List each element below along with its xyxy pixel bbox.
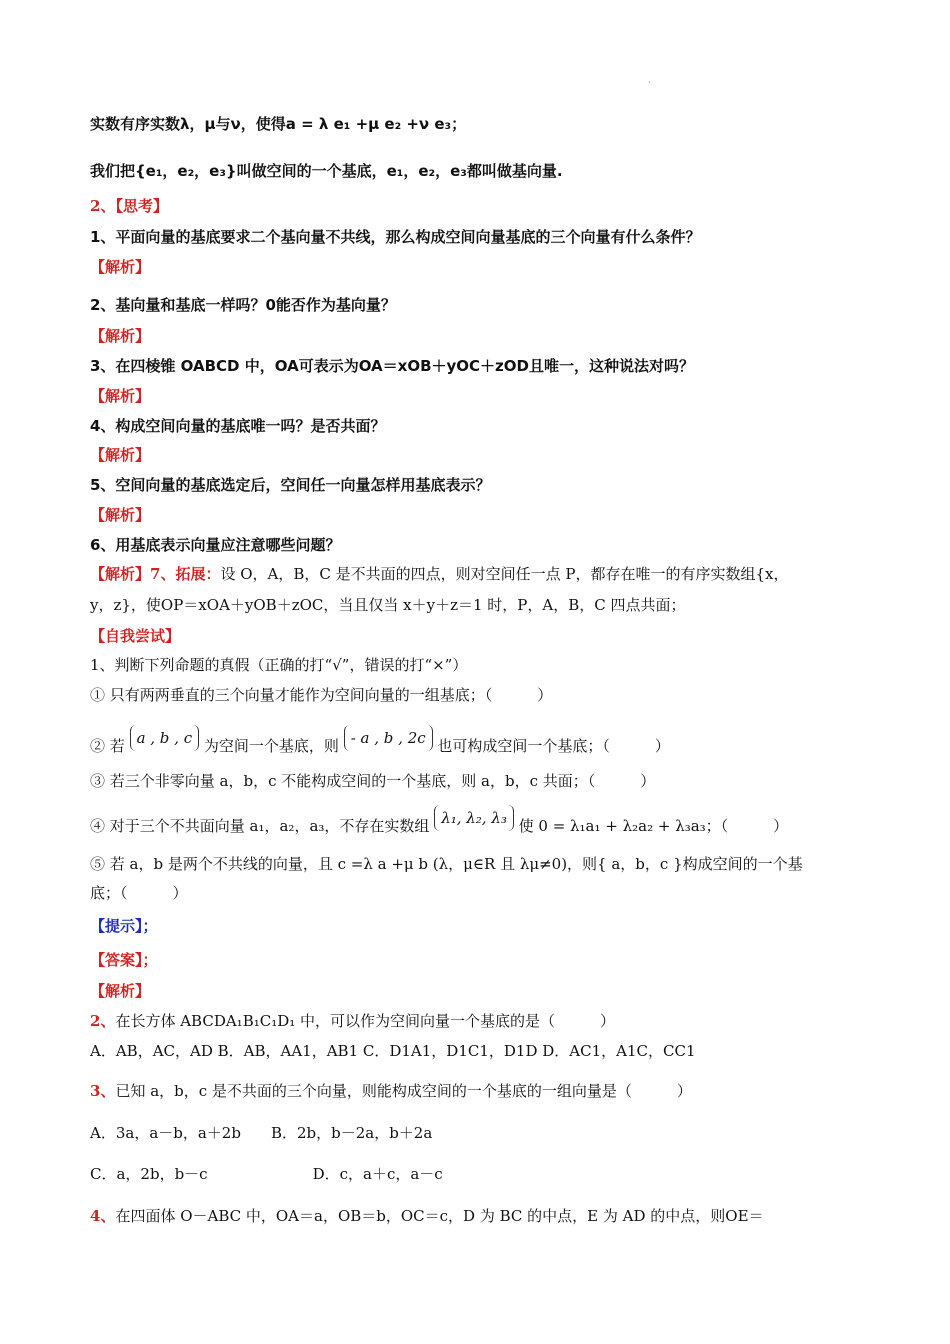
- exercise-3-text: 已知 a，b，c 是不共面的三个向量，则能构成空间的一个基底的一组向量是（ ）: [115, 1082, 692, 1100]
- basis-vectors-line: 我们把{e₁，e₂，e₃}叫做空间的一个基底，e₁，e₂，e₃都叫做基向量.: [90, 162, 563, 180]
- analysis-tag-3: 【解析】: [90, 387, 151, 405]
- analysis-tag-2: 【解析】: [90, 327, 151, 345]
- extension-line-2: y，z}，使OP＝xOA＋yOB＋zOC，当且仅当 x＋y＋z＝1 时，P，A，B，C 四点共面；: [90, 596, 686, 614]
- basis-set-neg-a-b-2c: - a , b , 2c: [344, 725, 433, 751]
- analysis-tag-5: 【解析】: [90, 506, 151, 524]
- analysis-tag-4: 【解析】: [90, 446, 151, 464]
- think-tag: 【思考】: [115, 197, 168, 215]
- item-2-suffix: 也可构成空间一个基底；（ ）: [437, 737, 670, 755]
- exercise-2-options: A．AB，AC，AD B．AB，AA1，AB1 C．D1A1，D1C1，D1D D．AC1，A1C，CC1: [90, 1042, 696, 1060]
- basis-set-abc: a , b , c: [130, 725, 200, 751]
- exercise-2-number: 2、: [90, 1012, 116, 1030]
- self-try-heading: 【自我尝试】: [90, 627, 181, 645]
- exercise-4: [90, 1205, 862, 1227]
- item-4-prefix: ④ 对于三个不共面向量 a₁，a₂，a₃，不存在实数组: [90, 817, 430, 835]
- lambda-set: λ₁, λ₂, λ₃: [434, 805, 514, 831]
- think-heading: [90, 195, 862, 217]
- answer-tag: 【答案】；: [90, 951, 158, 969]
- question-6: 6、用基底表示向量应注意哪些问题？: [90, 536, 341, 554]
- question-3: 3、在四棱锥 OABCD 中，OA可表示为OA＝xOB＋yOC＋zOD且唯一，这种说法对吗？: [90, 357, 694, 375]
- question-1: 1、平面向量的基底要求二个基向量不共线，那么构成空间向量基底的三个向量有什么条件？: [90, 228, 701, 246]
- exercise-1-item-2: [90, 729, 862, 759]
- basis-definition-line: 实数有序实数λ，μ与ν，使得a = λ e₁ +μ e₂ +ν e₃；: [90, 115, 467, 133]
- exercise-1-item-5-line-1: ⑤ 若 a，b 是两个不共线的向量，且 c =λ a +μ b (λ，μ∈R 且 λμ≠0)，则{ a，b，c }构成空间的一个基: [90, 855, 803, 873]
- analysis-tag-1: 【解析】: [90, 258, 151, 276]
- item-2-prefix: ② 若: [90, 737, 125, 755]
- question-4: 4、构成空间向量的基底唯一吗？是否共面？: [90, 417, 386, 435]
- exercise-4-number: 4、: [90, 1207, 116, 1225]
- exercise-3-options-ab: A．3a，a－b，a＋2b B．2b，b－2a，b＋2a: [90, 1124, 433, 1142]
- analysis-tag-7: 【解析】: [90, 982, 151, 1000]
- exercise-3-options-cd: C．a，2b，b－c D．c，a＋c，a－c: [90, 1165, 443, 1183]
- exercise-4-text: 在四面体 O－ABC 中，OA＝a，OB＝b，OC＝c，D 为 BC 的中点，E 为 AD 的中点，则OE＝: [115, 1207, 764, 1225]
- extension-tag: 7、拓展：: [150, 565, 221, 583]
- item-4-suffix: 使 0 = λ₁a₁ + λ₂a₂ + λ₃a₃；（ ）: [518, 817, 789, 835]
- exercise-1-item-4: [90, 809, 862, 839]
- exercise-1-item-3: ③ 若三个非零向量 a，b，c 不能构成空间的一个基底，则 a，b，c 共面；（ ）: [90, 772, 656, 790]
- exercise-1-item-1: ① 只有两两垂直的三个向量才能作为空间向量的一组基底；（ ）: [90, 686, 553, 704]
- extension-line-1: [90, 563, 862, 585]
- hint-tag: 【提示】；: [90, 917, 158, 935]
- item-2-middle: 为空间一个基底，则: [203, 737, 339, 755]
- exercise-2: [90, 1010, 862, 1032]
- exercise-1: 1、判断下列命题的真假（正确的打“√”，错误的打“×”）: [90, 656, 468, 674]
- exercise-3: [90, 1080, 862, 1102]
- exercise-1-item-5-line-2: 底；（ ）: [90, 884, 188, 902]
- extension-text-1: 设 O，A，B，C 是不共面的四点，则对空间任一点 P，都存在唯一的有序实数组{x，: [220, 565, 789, 583]
- exercise-3-number: 3、: [90, 1082, 116, 1100]
- question-5: 5、空间向量的基底选定后，空间任一向量怎样用基底表示？: [90, 476, 491, 494]
- analysis-tag-6: 【解析】: [90, 565, 151, 583]
- exercise-2-text: 在长方体 ABCDA₁B₁C₁D₁ 中，可以作为空间向量一个基底的是（ ）: [115, 1012, 616, 1030]
- question-2: 2、基向量和基底一样吗？0能否作为基向量？: [90, 296, 396, 314]
- stray-dot: ·: [648, 78, 651, 87]
- think-number: 2、: [90, 197, 116, 215]
